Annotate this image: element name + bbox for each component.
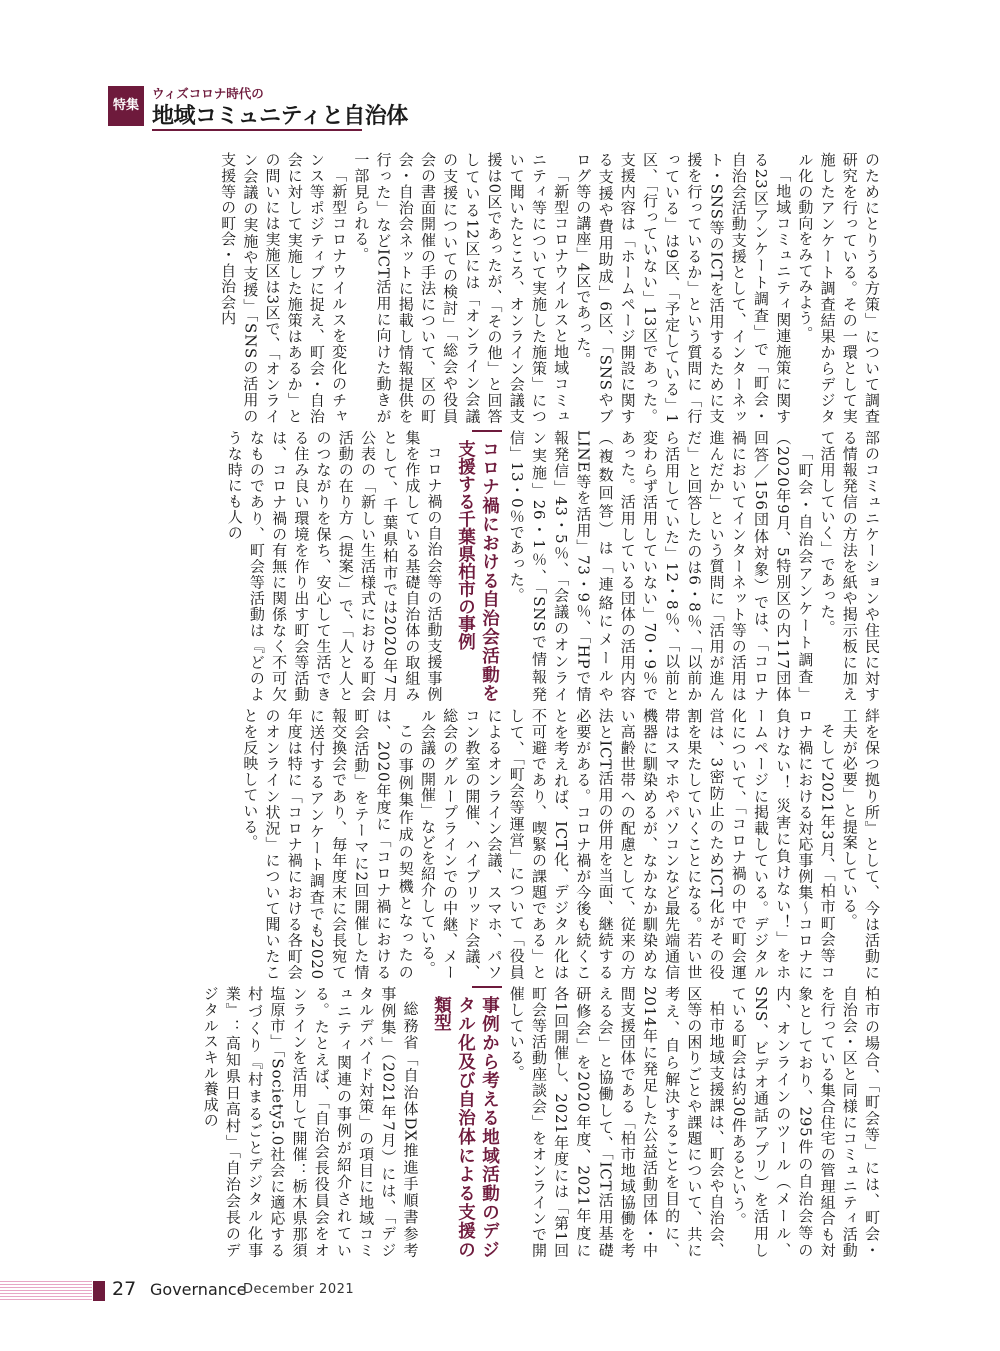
- paragraph: 部のコミュニケーションや住民に対する情報発信の方法を紙や掲示板に加えて活用していく」であった。: [818, 430, 881, 702]
- feature-tag: 特集: [108, 86, 144, 126]
- heading-bar: [472, 986, 502, 988]
- footer-stripes: [0, 1281, 92, 1301]
- footer-square: [93, 1281, 105, 1301]
- text-band-1: [108, 152, 883, 424]
- page-number: 27: [112, 1278, 137, 1300]
- text-band-2: [108, 430, 883, 702]
- paragraph: そして2021年3月、「柏市町会等コロナ禍における対応事例集〜コロナに負けない！ 災害に負けない！」をホームページに掲載している。デジタル化について、「コロナ禍の中で町会運営は、3密防止のためICT化がその役割を果たしていくことになる。若い世帯はスマホやパソコンなど最先端通信機器に馴染めるが、なかなか馴染めない高齢世帯への配慮として、従来の方法とICT活用の併用を当面、継続する必要がある。コロナ禍が今後も続くことを考えれば、ICT化、デジタル化は不可避であり、喫緊の課題である」として、「町会等運営」について「役員によるオンライン会議、スマホ、パソコン教室の開催、ハイブリッド会議、総会のグループラインでの中継、メール会議の開催」などを紹介している。: [418, 708, 837, 980]
- feature-header: [108, 82, 428, 132]
- issue-date: December 2021: [243, 1282, 355, 1297]
- paragraph: 柏市の場合、「町会等」には、町会・自治会・区と同様にコミュニティ活動を行っている集合住宅の管理組合も対象としており、295件の自治会等の内、オンラインのツール（メール、SNS、ビデオ通話アプリ）を活用している町会は約30件あるという。: [729, 986, 881, 1258]
- section-heading-text: コロナ禍における自治会活動を支援する千葉県柏市の事例: [455, 440, 500, 702]
- paragraph: 「町会・自治会アンケート調査」（2020年9月、5特別区の内117団体回答／156団体対象）では、「コロナ禍においてインターネット等の活用は進んだか」という質問に「活用が進んだ」と回答したのは6・8％、「以前から活用していた」12・8％、「以前と変わらず活用していない」70・9％であった。活用している団体の活用内容（複数回答）は「連絡にメールやLINE等を活用」73・9％、「HPで情報発信」43・5％、「会議のオンライン実施」26・1％、「SNSで情報発信」13・0％であった。: [507, 430, 815, 702]
- paragraph: コロナ禍の自治会等の活動支援事例集を作成している基礎自治体の取組みとして、千葉県柏市では2020年7月公表の「新しい生活様式における町会活動の在り方（提案）」で、「人と人とのつながりを保ち、安心して生活できる住み良い環境を作り出す町会等活動は、コロナ禍の有無に関係なく不可欠なものであり、町会等活動は『どのような時にも人の: [225, 430, 444, 702]
- heading-bar: [472, 430, 502, 432]
- paragraph: 「新型コロナウイルスと地域コミュニティ等について実施した施策」について聞いたところ、オンライン会議支援は0区であったが、「その他」と回答している12区には「オンライン会議の支援についての検討」「総会や役員会の書面開催の手法について、区の町会・自治会ネットに掲載し情報提供を行った」などICT活用に向けた動きが一部見られる。: [352, 152, 571, 424]
- paragraph: この事例集作成の契機となったのは、2020年度に「コロナ禍における町会活動」をテーマに2回開催した情報交換会であり、毎年度末に会長宛てに送付するアンケート調査でも2020年度は特に「コロナ禍における各町会のオンライン状況」について聞いたことを反映している。: [241, 708, 415, 980]
- section-heading-text: 事例から考える地域活動のデジタル化及び自治体による支援の類型: [431, 996, 500, 1258]
- text-band-3: [108, 708, 883, 980]
- paragraph: 総務省「自治体DX推進手順書参考事例集」（2021年7月）には、「デジタルデバイド対策」の項目に地域コミュニティ関連の事例が紹介されている。たとえば、「自治会長役員会をオンラインを活用して開催：栃木県那須塩原市」「Society5.0社会に適応する村づくり『村まるごとデジタル化事業』：高知県日高村」「自治会長のデジタルスキル養成の: [201, 986, 420, 1258]
- page-footer: [0, 1278, 1000, 1308]
- feature-subtitle: ウィズコロナ時代の: [152, 86, 264, 101]
- paragraph: 「新型コロナウイルスを変化のチャンス等ポジティブに捉え、町会・自治会に対して実施した施策はあるか」との問いには実施区は3区で、「オンライン会議の実施や支援」「SNSの活用の支援等の町会・自治会内: [219, 152, 349, 424]
- section-heading-kashiwa: [454, 430, 502, 702]
- paragraph: のためにとりうる方策」について調査研究を行っている。その一環として実施したアンケート調査結果からデジタル化の動向をみてみよう。: [796, 152, 881, 424]
- header-rule: [152, 129, 362, 131]
- paragraph: 柏市地域支援課は、町会や自治会、区等の困りごとや課題について、共に考え、自ら解決することを目的に、2014年に発足した公益活動団体・中間支援団体である「柏市地域協働を考える会」と協働して、「ICT活用基礎研修会」を2020年度、2021年度に各1回開催し、2021年度には「第1回町会等活動座談会」をオンラインで開催している。: [507, 986, 726, 1258]
- text-band-4: [108, 986, 883, 1258]
- paragraph: 「地域コミュニティ関連施策に関する23区アンケート調査」で「町会・自治会活動支援として、インターネット・SNS等のICTを活用するために支援を行っているか」という質問に「行っている」は9区、「予定している」1区、「行っていない」13区であった。支援内容は「ホームページ開設に関する支援や費用助成」6区、「SNSやブログ等の講座」4区であった。: [574, 152, 793, 424]
- feature-title: 地域コミュニティと自治体: [152, 104, 408, 129]
- section-heading-digital: [430, 986, 502, 1258]
- magazine-name: Governance: [150, 1280, 247, 1299]
- paragraph: 絆を保つ拠り所』として、今は活動に工夫が必要」と提案している。: [840, 708, 881, 980]
